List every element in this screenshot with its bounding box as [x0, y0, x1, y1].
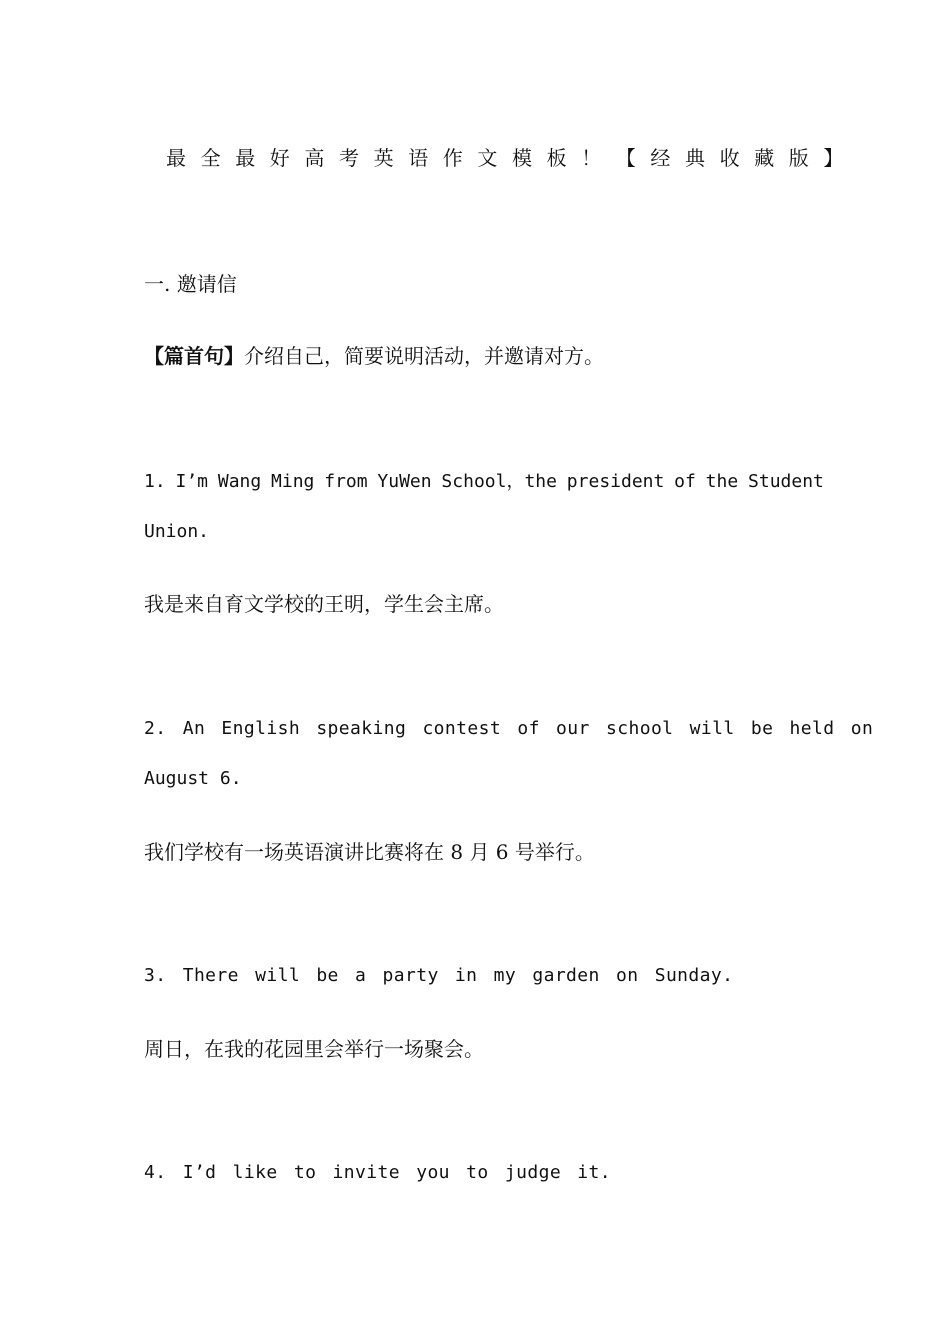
item-1-english-line-1: 1. I’m Wang Ming from YuWen School，the president of the Student: [144, 471, 824, 492]
item-2-english-line-2: August 6.: [144, 768, 242, 789]
item-3-chinese: 周日，在我的花园里会举行一场聚会。: [144, 1037, 484, 1061]
item-3-english: 3. There will be a party in my garden on Sunday.: [144, 965, 734, 986]
opening-note-label: 【篇首句】: [144, 344, 244, 368]
section-heading: 一. 邀请信: [144, 272, 237, 296]
opening-note-text: 介绍自己，简要说明活动，并邀请对方。: [244, 344, 604, 368]
item-2-chinese: 我们学校有一场英语演讲比赛将在 8 月 6 号举行。: [144, 840, 595, 864]
item-2-english-line-1: 2. An English speaking contest of our school will be held on: [144, 718, 874, 739]
opening-note: [144, 346, 604, 366]
document-title: 最全最好高考英语作文模板！【经典收藏版】: [166, 146, 858, 170]
item-1-chinese: 我是来自育文学校的王明，学生会主席。: [144, 592, 504, 616]
item-1-english-line-2: Union.: [144, 521, 210, 542]
item-4-english: 4. I’d like to invite you to judge it.: [144, 1162, 612, 1183]
